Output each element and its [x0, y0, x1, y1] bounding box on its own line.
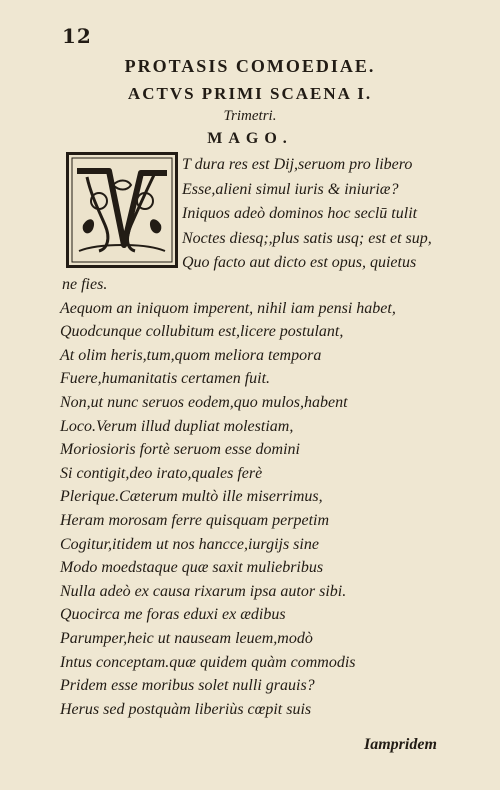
verse-line: Nulla adeò ex causa rixarum ipsa autor sibi. — [60, 582, 347, 600]
verse-line: Iniquos adeò dominos hoc seclū tulit — [182, 205, 418, 222]
verse-line: T dura res est Dij,seruom pro libero — [182, 156, 413, 173]
meter-heading: Trimetri. — [223, 108, 277, 124]
verse-line: Loco.Verum illud dupliat molestiam, — [60, 417, 294, 435]
verse-line: Herus sed postquàm liberiùs cœpit suis — [60, 700, 312, 718]
act-scene-heading: ACTVS PRIMI SCAENA I. — [127, 84, 373, 103]
verse-line: Non,ut nunc seruos eodem,quo mulos,habent — [60, 394, 348, 411]
verse-line: Quocirca me foras eduxi ex ædibus — [60, 606, 286, 624]
verse-line: Plerique.Cæterum multò ille miserrimus, — [60, 488, 323, 506]
verse-line: Pridem esse moribus solet nulli grauis? — [60, 677, 315, 695]
decorated-initial-v — [66, 152, 178, 268]
verse-line: Intus conceptam.quæ quidem quàm commodis — [60, 653, 356, 671]
verse-line: Modo moedstaque quæ saxit muliebribus — [60, 559, 324, 577]
play-title: PROTASIS COMOEDIAE. — [124, 56, 376, 76]
verse-line: Si contigit,deo irato,quales ferè — [60, 464, 263, 482]
verse-line: Heram morosam ferre quisquam perpetim — [60, 512, 330, 529]
verse-line: Noctes diesq;,plus satis usq; est et sup, — [182, 229, 432, 247]
page-number: 12 — [62, 24, 92, 48]
verse-line: At olim heris,tum,quom meliora tempora — [60, 346, 322, 364]
catchword: Iampridem — [364, 736, 437, 753]
verse-line: Moriosioris fortè seruom esse domini — [60, 441, 300, 459]
verse-line: ne fies. — [62, 276, 108, 293]
verse-line: Fuere,humanitatis certamen fuit. — [60, 370, 271, 388]
verse-line: Esse,alieni simul iuris & iniuriæ? — [182, 180, 399, 198]
verse-line: Aequom an iniquom imperent, nihil iam pensi habet, — [60, 299, 396, 317]
verse-line: Parumper,heic ut nauseam leuem,modò — [60, 630, 313, 647]
speaker-name: MAGO. — [207, 130, 293, 147]
verse-line: Quo facto aut dicto est opus, quietus — [182, 254, 417, 271]
verse-line: Cogitur,itidem ut nos hancce,iurgijs sine — [60, 535, 319, 553]
verse-line: Quodcunque collubitum est,licere postulant, — [60, 323, 344, 341]
